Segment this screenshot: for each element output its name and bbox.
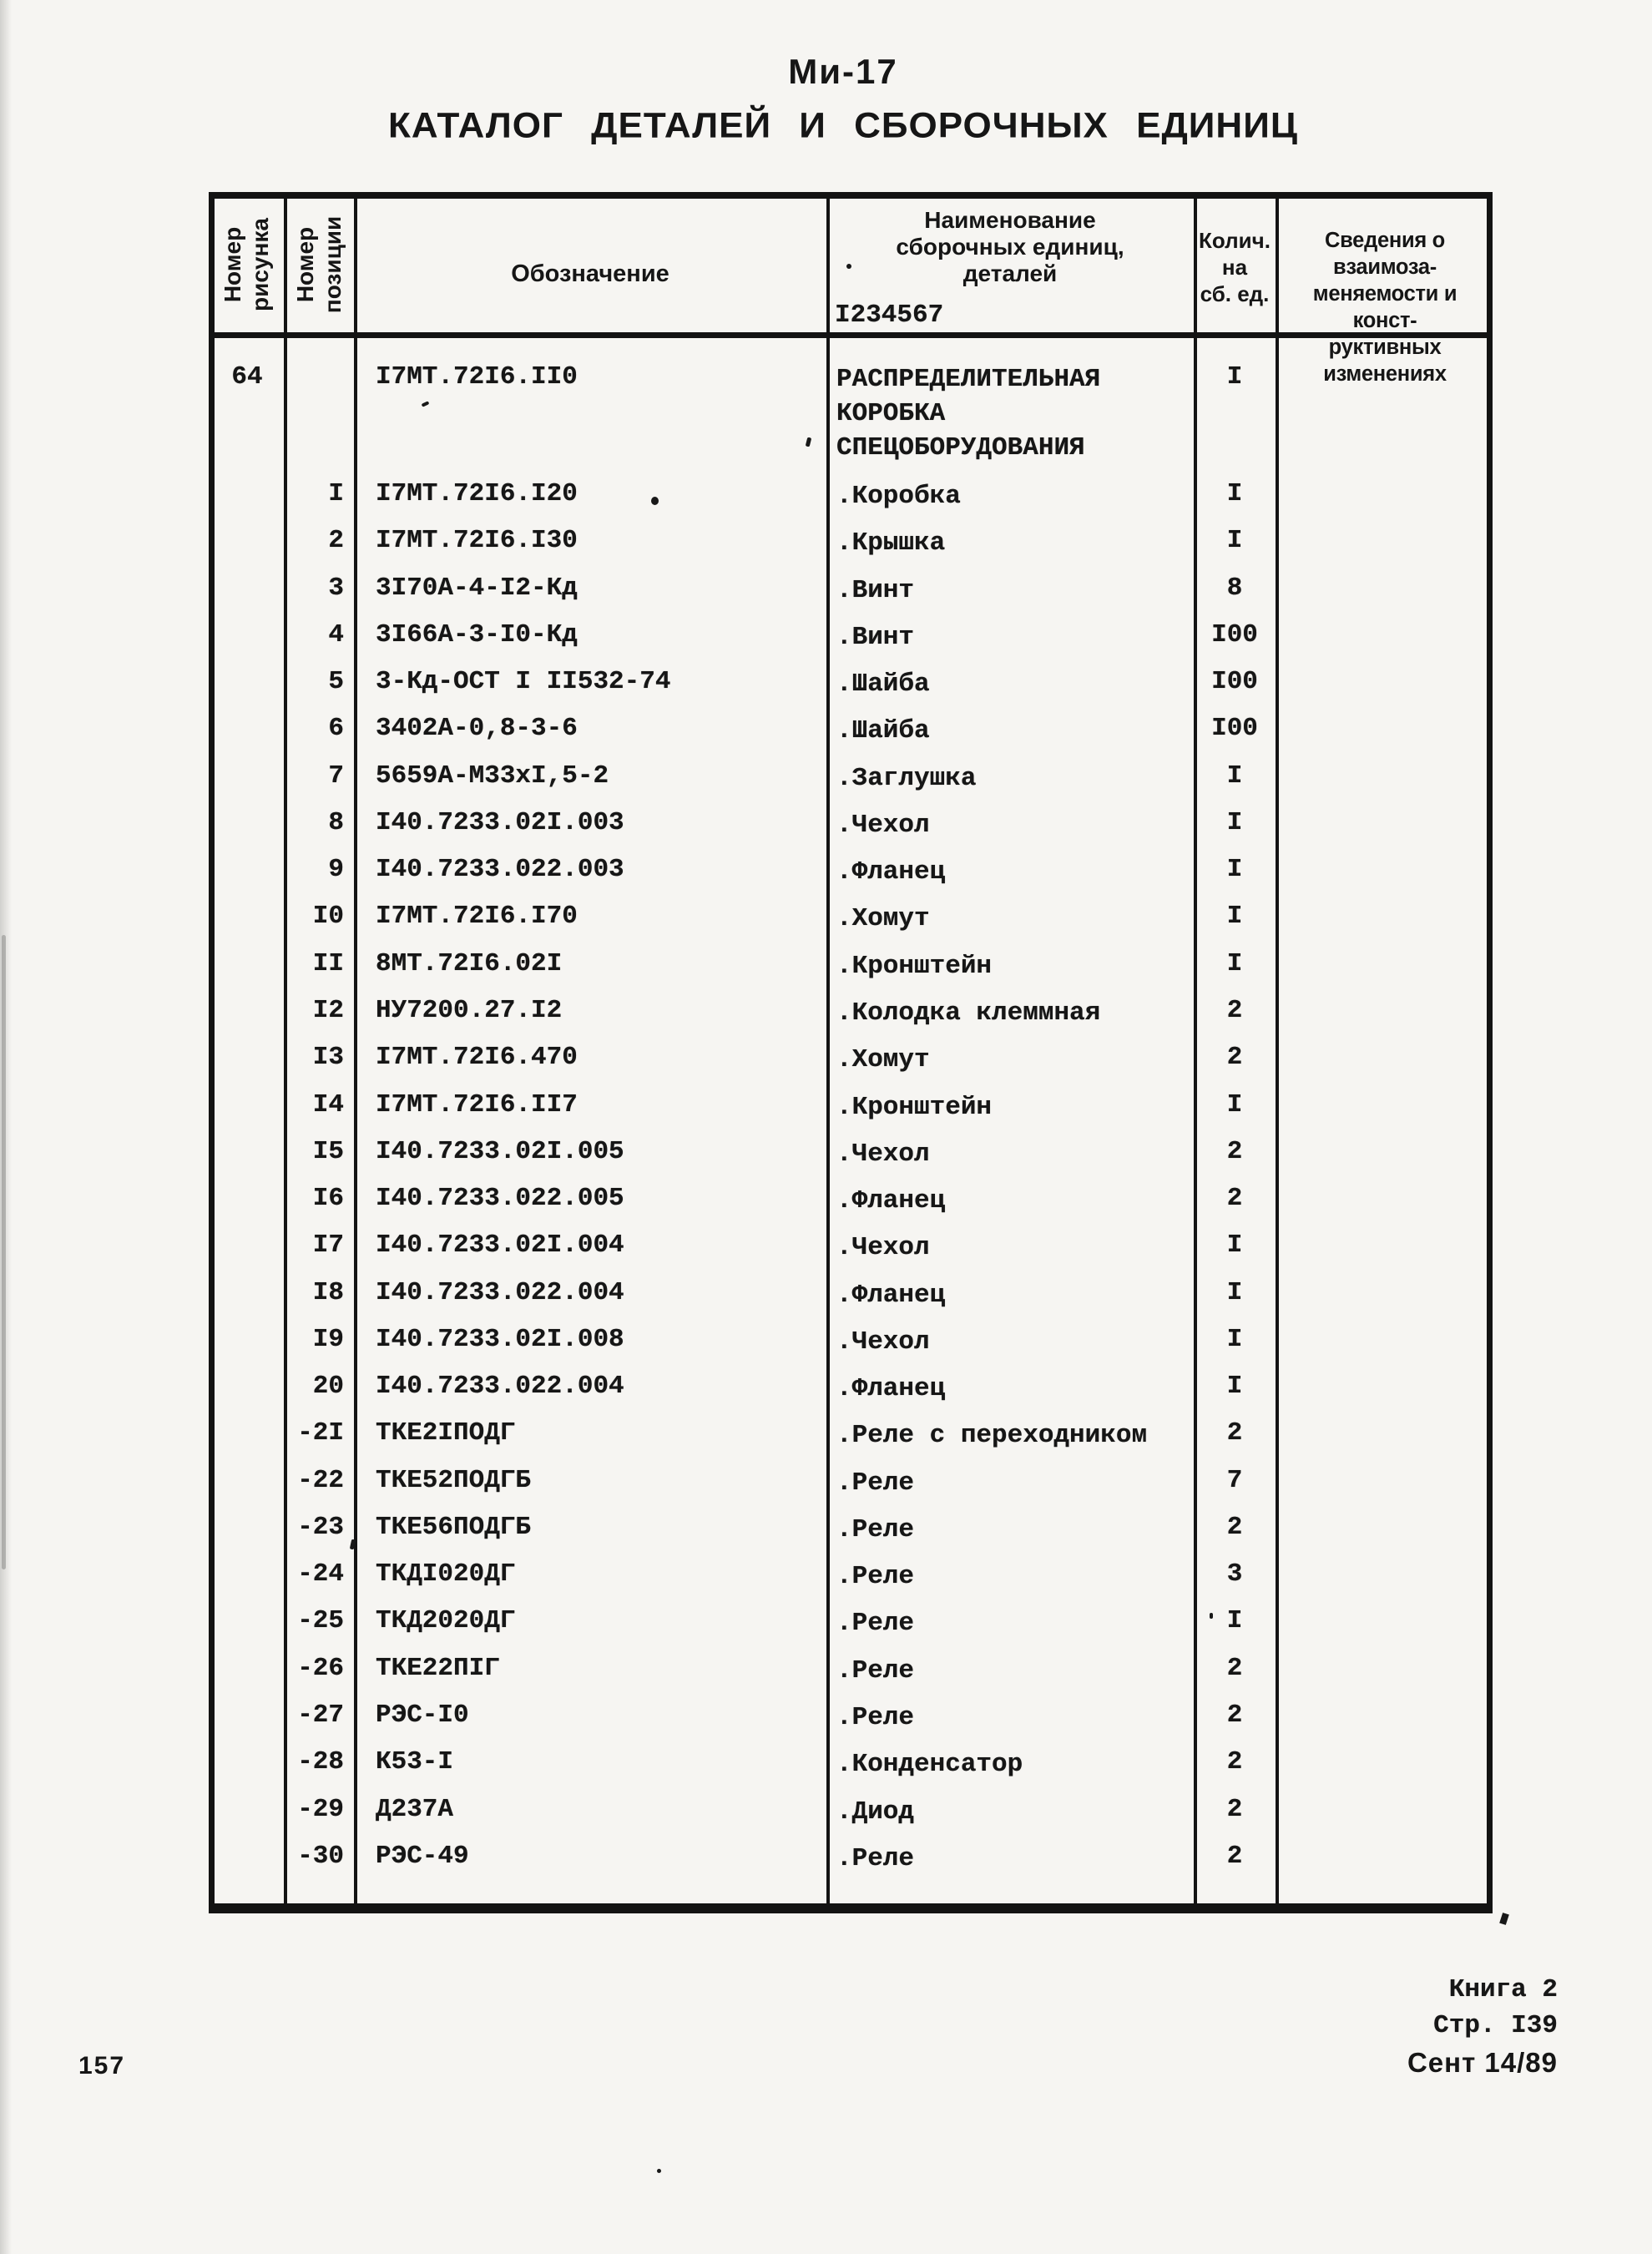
row-designation: 5659А-М33хI,5-2 <box>376 761 609 791</box>
row-name: .Реле с переходником <box>836 1421 1148 1450</box>
row-designation: I7МТ.72I6.I20 <box>376 479 578 508</box>
row-designation: I40.7233.022.003 <box>376 855 624 884</box>
header-position-number <box>284 199 354 331</box>
row-name: .Шайба <box>836 716 930 745</box>
row-name: .Фланец <box>836 1186 946 1215</box>
row-quantity: 2 <box>1226 1701 1243 1730</box>
row-designation: 3402А-0,8-3-6 <box>376 714 578 743</box>
row-name: .Заглушка <box>836 764 977 793</box>
row-position: -22 <box>297 1466 344 1495</box>
row-quantity: I <box>1226 1090 1243 1119</box>
row-position: I3 <box>312 1043 344 1072</box>
row-position: -24 <box>297 1559 344 1589</box>
row-position: I8 <box>312 1278 344 1307</box>
row-quantity: I00 <box>1211 620 1258 649</box>
title-block <box>192 52 1494 147</box>
row-designation: ТКЕ52ПОДГБ <box>376 1466 532 1495</box>
row-position: -30 <box>297 1842 344 1871</box>
row-name: .Чехол <box>836 1140 930 1169</box>
row-name: .Кронштейн <box>836 952 993 981</box>
row-quantity: 7 <box>1226 1466 1243 1495</box>
page-title: КАТАЛОГ ДЕТАЛЕЙ И СБОРОЧНЫХ ЕДИНИЦ <box>388 106 1298 146</box>
row-position: 7 <box>328 761 344 791</box>
row-designation: ТКЕ22ПIГ <box>376 1654 500 1683</box>
row-position: I7 <box>312 1231 344 1260</box>
row-designation: I7МТ.72I6.470 <box>376 1043 578 1072</box>
row-position: 20 <box>312 1372 344 1401</box>
row-position: I <box>328 479 344 508</box>
group-name-line: РАСПРЕДЕЛИТЕЛЬНАЯ <box>836 365 1101 394</box>
row-designation: РЭС-I0 <box>376 1701 469 1730</box>
row-name: .Фланец <box>836 1374 946 1403</box>
group-name-line: КОРОБКА <box>836 399 946 428</box>
page-number: 157 <box>78 2052 126 2080</box>
footer-book: Книга 2 <box>1448 1975 1558 2004</box>
row-quantity: I <box>1226 761 1243 791</box>
row-designation: ТКЕ56ПОДГБ <box>376 1513 532 1542</box>
row-name: .Хомут <box>836 904 930 933</box>
row-position: -23 <box>297 1513 344 1542</box>
ink-speck <box>846 264 851 269</box>
row-quantity: I <box>1226 855 1243 884</box>
header-notes: Сведения о взаимоза- меняемости и конст- руктивных изменениях <box>1312 229 1457 386</box>
row-position: I5 <box>312 1137 344 1166</box>
row-position: -29 <box>297 1795 344 1824</box>
row-name: .Чехол <box>836 1327 930 1357</box>
row-quantity: I <box>1226 808 1243 837</box>
row-position: -26 <box>297 1654 344 1683</box>
row-quantity: I <box>1226 1278 1243 1307</box>
row-quantity: 2 <box>1226 1842 1243 1871</box>
row-quantity: I <box>1226 526 1243 555</box>
row-quantity: 2 <box>1226 1184 1243 1213</box>
header-name-code: I234567 <box>835 301 944 330</box>
row-position: 9 <box>328 855 344 884</box>
ink-speck <box>1210 1613 1213 1619</box>
row-quantity: 8 <box>1226 574 1243 603</box>
row-name: .Чехол <box>836 1233 930 1262</box>
row-designation: I40.7233.02I.003 <box>376 808 624 837</box>
row-designation: I40.7233.02I.005 <box>376 1137 624 1166</box>
row-name: .Реле <box>836 1609 915 1638</box>
ink-speck <box>1499 1913 1509 1925</box>
row-designation: РЭС-49 <box>376 1842 469 1871</box>
group-name-line: СПЕЦОБОРУДОВАНИЯ <box>836 433 1085 462</box>
row-name: .Коробка <box>836 482 961 511</box>
column-divider <box>354 192 357 1913</box>
row-name: .Крышка <box>836 528 946 558</box>
header-position-number-line1: Номер <box>292 226 319 303</box>
row-designation: ТКДI020ДГ <box>376 1559 516 1589</box>
ink-speck <box>657 2169 661 2173</box>
scan-edge-streak <box>2 935 6 1569</box>
row-quantity: I <box>1226 479 1243 508</box>
row-designation: I7МТ.72I6.II7 <box>376 1090 578 1119</box>
row-name: .Реле <box>836 1468 915 1498</box>
page-title-model: Ми-17 <box>788 52 898 91</box>
group-figure-number: 64 <box>231 362 263 392</box>
row-name: .Реле <box>836 1515 915 1544</box>
row-name: .Диод <box>836 1797 915 1827</box>
row-quantity: 3 <box>1226 1559 1243 1589</box>
row-name: .Винт <box>836 576 915 605</box>
row-name: .Реле <box>836 1562 915 1591</box>
row-designation: 3-Кд-ОСТ I II532-74 <box>376 667 671 696</box>
row-position: 8 <box>328 808 344 837</box>
header-quantity: Колич. на сб. ед. <box>1199 228 1271 306</box>
row-name: .Колодка клеммная <box>836 998 1101 1028</box>
row-designation: 3I70А-4-I2-Кд <box>376 574 578 603</box>
row-quantity: 2 <box>1226 1795 1243 1824</box>
header-figure-number-line1: Номер <box>220 226 245 303</box>
row-designation: 8МТ.72I6.02I <box>376 949 563 978</box>
row-position: 3 <box>328 574 344 603</box>
row-position: -28 <box>297 1747 344 1776</box>
row-position: I9 <box>312 1325 344 1354</box>
row-quantity: 2 <box>1226 1513 1243 1542</box>
row-name: .Фланец <box>836 1281 946 1310</box>
row-quantity: 2 <box>1226 1654 1243 1683</box>
footer-right-block <box>1194 1972 1558 2081</box>
header-figure-number <box>209 199 284 331</box>
row-designation: НУ7200.27.I2 <box>376 996 563 1025</box>
row-quantity: I <box>1226 1606 1243 1635</box>
row-designation: I7МТ.72I6.I70 <box>376 902 578 931</box>
row-position: 4 <box>328 620 344 649</box>
row-name: .Хомут <box>836 1045 930 1074</box>
row-quantity: 2 <box>1226 1418 1243 1448</box>
row-designation: 3I66А-3-I0-Кд <box>376 620 578 649</box>
row-position: I2 <box>312 996 344 1025</box>
row-name: .Шайба <box>836 670 930 699</box>
row-position: -27 <box>297 1701 344 1730</box>
row-name: .Конденсатор <box>836 1750 1023 1779</box>
row-position: 2 <box>328 526 344 555</box>
header-designation: Обозначение <box>511 260 669 287</box>
row-quantity: I <box>1226 949 1243 978</box>
row-quantity: I <box>1226 1231 1243 1260</box>
row-designation: К53-I <box>376 1747 454 1776</box>
row-name: .Реле <box>836 1703 915 1732</box>
row-designation: I40.7233.02I.008 <box>376 1325 624 1354</box>
row-position: I4 <box>312 1090 344 1119</box>
header-figure-number-line2: рисунка <box>247 218 273 311</box>
row-name: .Винт <box>836 623 915 652</box>
row-quantity: I <box>1226 1325 1243 1354</box>
row-designation: I40.7233.022.005 <box>376 1184 624 1213</box>
row-quantity: I00 <box>1211 714 1258 743</box>
row-designation: I40.7233.02I.004 <box>376 1231 624 1260</box>
row-position: I6 <box>312 1184 344 1213</box>
ink-speck <box>651 497 659 505</box>
group-designation: I7МТ.72I6.II0 <box>376 362 578 392</box>
row-quantity: I00 <box>1211 667 1258 696</box>
row-designation: I7МТ.72I6.I30 <box>376 526 578 555</box>
row-position: II <box>312 949 344 978</box>
row-designation: Д237А <box>376 1795 454 1824</box>
row-name: .Реле <box>836 1656 915 1685</box>
row-designation: I40.7233.022.004 <box>376 1278 624 1307</box>
row-quantity: 2 <box>1226 1137 1243 1166</box>
column-divider <box>1276 192 1279 1913</box>
row-name: .Фланец <box>836 857 946 887</box>
header-position-number-line2: позиции <box>320 215 346 314</box>
footer-page: Стр. I39 <box>1433 2011 1558 2040</box>
footer-date: Сент 14/89 <box>1407 2047 1558 2078</box>
column-divider <box>826 192 830 1913</box>
row-position: 5 <box>328 667 344 696</box>
group-quantity: I <box>1226 362 1243 392</box>
row-name: .Реле <box>836 1844 915 1873</box>
row-quantity: 2 <box>1226 996 1243 1025</box>
row-quantity: 2 <box>1226 1043 1243 1072</box>
row-designation: ТКД2020ДГ <box>376 1606 516 1635</box>
row-quantity: I <box>1226 902 1243 931</box>
row-designation: ТКЕ2IПОДГ <box>376 1418 516 1448</box>
row-quantity: 2 <box>1226 1747 1243 1776</box>
row-name: .Кронштейн <box>836 1093 993 1122</box>
row-position: -2I <box>297 1418 344 1448</box>
row-position: I0 <box>312 902 344 931</box>
row-position: 6 <box>328 714 344 743</box>
row-name: .Чехол <box>836 811 930 840</box>
row-position: -25 <box>297 1606 344 1635</box>
row-quantity: I <box>1226 1372 1243 1401</box>
row-designation: I40.7233.022.004 <box>376 1372 624 1401</box>
header-name: Наименование сборочных единиц, деталей <box>896 207 1124 286</box>
